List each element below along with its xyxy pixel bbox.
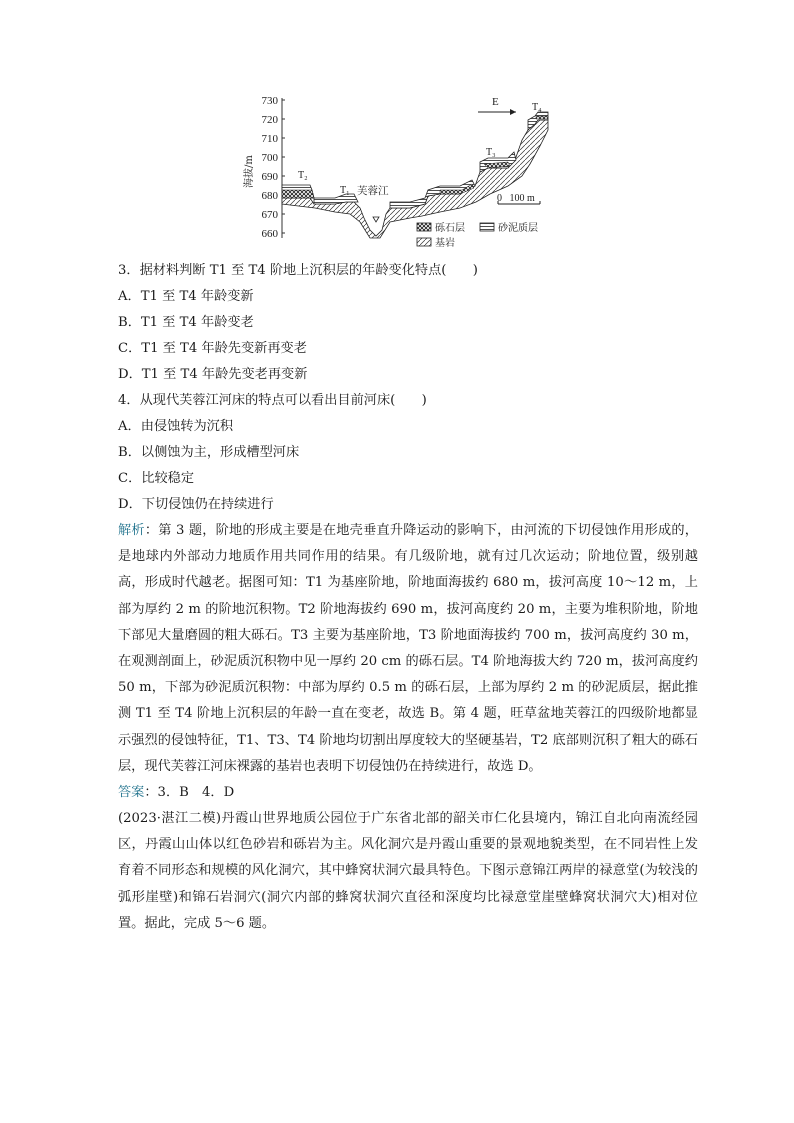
analysis-paragraph xyxy=(118,518,698,780)
question-4-option-b: B．以侧蚀为主，形成槽型河床 xyxy=(118,445,300,460)
legend-bedrock-swatch xyxy=(417,238,431,246)
document-body xyxy=(118,258,698,937)
direction-label: E xyxy=(492,96,499,108)
terrace-label-t1: T₁ xyxy=(340,185,350,196)
ytick-710: 710 xyxy=(261,133,278,145)
question-4-option-c: C．比较稳定 xyxy=(118,471,195,486)
question-3-option-c: C．T1 至 T4 年龄先变新再变老 xyxy=(118,341,307,356)
question-3-option-b: B．T1 至 T4 年龄变老 xyxy=(118,315,254,330)
question-3-option-d: D．T1 至 T4 年龄先变老再变新 xyxy=(118,367,308,382)
terrace-profile-figure xyxy=(240,90,560,250)
answer-label: 答案 xyxy=(118,785,145,801)
ytick-670: 670 xyxy=(261,209,278,221)
river-label: 芙蓉江 xyxy=(357,185,389,197)
analysis-text: ：第 3 题，阶地的形成主要是在地壳垂直升降运动的影响下，由河流的下切侵蚀作用形成的，是地球内外部动力地质作用共同作用的结果。有几级阶地，就有过几次运动；阶地位置，级别越高，形成时代越老。据图可知：T1 为基座阶地，阶地面海拔约 680 m，拔河高度 10～12 m，上部为厚约 2 m 的阶地沉积物。T2 阶地海拔约 690 m，拔河高度约 20 m，主要为堆积阶地，阶地下部见大量磨圆的粗大砾石。T3 主要为基座阶地，T3 阶地面海拔约 700 m，拔河高度约 30 m，在观测剖面上，砂泥质沉积物中见一厚约 20 cm 的砾石层。T4 阶地海拔大约 720 m，拔河高度约 50 m，下部为砂泥质沉积物：中部为厚约 0.5 m 的砾石层，上部为厚约 2 m 的砂泥质层，据此推测 T1 至 T4 阶地上沉积层的年龄一直在变老，故选 B。第 4 题，旺草盆地芙蓉江的四级阶地都显示强烈的侵蚀特征，T1、T3、T4 阶地均切割出厚度较大的坚硬基岩，T2 底部则沉积了粗大的砾石层，现代芙蓉江河床裸露的基岩也表明下切侵蚀仍在持续进行，故选 D。 xyxy=(118,523,698,774)
question-3-stem: 3．据材料判断 T1 至 T4 阶地上沉积层的年龄变化特点( ) xyxy=(118,263,478,278)
y-axis-label: 海拔/m xyxy=(244,155,255,188)
question-4-option-a: A．由侵蚀转为沉积 xyxy=(118,419,234,434)
answer-text: ：3．B 4．D xyxy=(144,785,235,801)
question-4-stem: 4．从现代芙蓉江河床的特点可以看出目前河床( ) xyxy=(118,393,427,408)
legend-bedrock-label: 基岩 xyxy=(435,238,455,249)
answer-line xyxy=(118,780,698,806)
terrace-label-t2: T₂ xyxy=(298,170,308,181)
ytick-690: 690 xyxy=(261,171,278,183)
analysis-label: 解析 xyxy=(118,523,145,538)
ytick-720: 720 xyxy=(261,114,278,126)
ytick-680: 680 xyxy=(261,190,278,202)
river-water-level xyxy=(373,217,379,222)
bedrock-layer xyxy=(282,120,548,238)
legend-sand-label: 砂泥质层 xyxy=(498,223,538,234)
legend-sand-swatch xyxy=(480,223,494,231)
question-4-option-d: D．下切侵蚀仍在持续进行 xyxy=(118,497,274,512)
ytick-700: 700 xyxy=(261,152,278,164)
legend-gravel-label: 砾石层 xyxy=(435,223,465,234)
ytick-660: 660 xyxy=(261,228,278,240)
intro-paragraph: (2023·湛江二模)丹霞山世界地质公园位于广东省北部的韶关市仁化县境内，锦江自北向南流经园区，丹霞山山体以红色砂岩和砾岩为主。风化洞穴是丹霞山重要的景观地貌类型，在不同岩性上发育着不同形态和规模的风化洞穴，其中蜂窝状洞穴最具特色。下图示意锦江两岸的禄意堂(为较浅的弧形崖壁)和锦石岩洞穴(洞穴内部的蜂窝状洞穴直径和深度均比禄意堂崖壁蜂窝状洞穴大)相对位置。据此，完成 5～6 题。 xyxy=(118,811,698,931)
ytick-730: 730 xyxy=(261,95,278,107)
scale-label: 0 100 m xyxy=(497,193,535,204)
t4-gravel xyxy=(536,116,548,119)
terrace-label-t4: T₄ xyxy=(532,102,542,113)
terrace-label-t3: T₃ xyxy=(486,147,496,158)
question-3-option-a: A．T1 至 T4 年龄变新 xyxy=(118,289,254,304)
t2-gravel xyxy=(282,190,314,198)
legend-gravel-swatch xyxy=(417,223,431,231)
